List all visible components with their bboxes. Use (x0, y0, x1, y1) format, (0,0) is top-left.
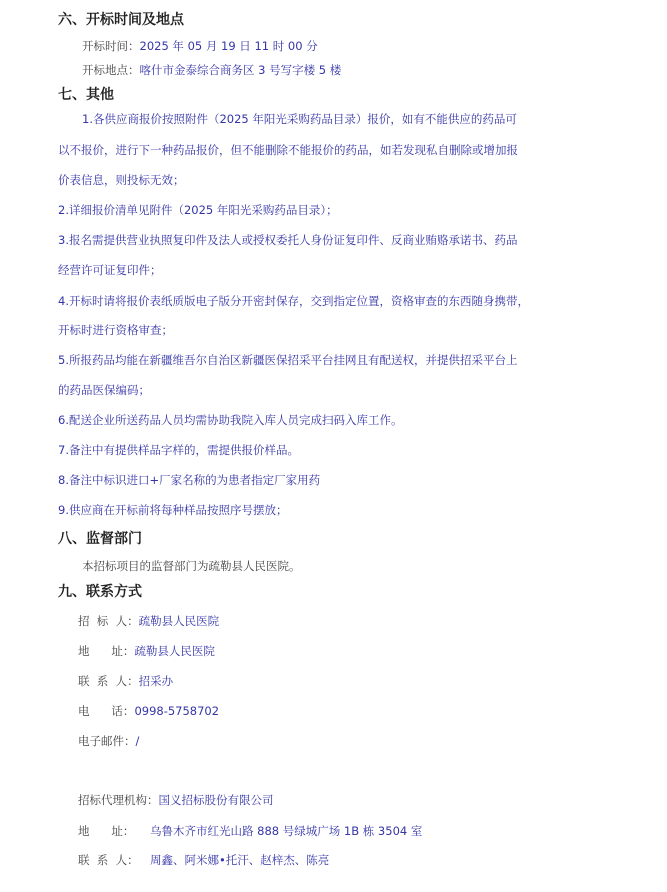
opening-place-value: 喀什市金泰综合商务区 3 号写字楼 5 楼 (139, 63, 342, 77)
other-item-9: 9.供应商在开标前将每种样品按照序号摆放； (58, 503, 288, 517)
other-item-4-line-1: 4.开标时请将报价表纸质版电子版分开密封保存，交到指定位置，资格审查的东西随身携带， (58, 294, 529, 308)
contact-address-value: 疏勒县人民医院 (134, 644, 215, 658)
agency-value: 国义招标股份有限公司 (158, 793, 274, 807)
other-item-5-line-2: 的药品医保编码； (58, 383, 150, 397)
section-7-heading: 七、其他 (58, 87, 114, 103)
other-item-7: 7.备注中有提供样品字样的，需提供报价样品。 (58, 443, 299, 457)
agency-contact-value: 周鑫、阿米娜•托汗、赵梓杰、陈亮 (150, 853, 330, 867)
section-6-heading: 六、开标时间及地点 (58, 12, 184, 28)
agency-contact-label: 联 系 人： (78, 853, 139, 867)
other-item-1-line-1: 1.各供应商报价按照附件（2025 年阳光采购药品目录）报价，如有不能供应的药品可 (82, 112, 517, 126)
contact-tenderer-value: 疏勒县人民医院 (138, 614, 220, 628)
contact-person-value: 招采办 (138, 674, 174, 688)
other-item-1-line-2: 以不报价，进行下一种药品报价，但不能删除不能报价的药品，如若发现私自删除或增加报 (58, 143, 518, 157)
other-item-1-line-3: 价表信息，则投标无效； (58, 173, 185, 187)
opening-time-label: 开标时间： (82, 39, 140, 53)
contact-person-row (78, 673, 173, 689)
agency-label: 招标代理机构： (78, 793, 159, 807)
contact-email-label: 电子邮件： (78, 734, 136, 748)
contact-email-row (78, 733, 139, 749)
agency-address-row (78, 823, 422, 839)
other-item-6: 6.配送企业所送药品人员均需协助我院入库人员完成扫码入库工作。 (58, 413, 403, 427)
opening-time-row (82, 38, 318, 54)
other-item-8: 8.备注中标识进口+厂家名称的为患者指定厂家用药 (58, 473, 321, 487)
opening-time-value: 2025 年 05 月 19 日 11 时 00 分 (139, 39, 318, 53)
other-item-3-line-1: 3.报名需提供营业执照复印件及法人或授权委托人身份证复印件、反商业贿赂承诺书、药品 (58, 233, 518, 247)
agency-contact-row (78, 852, 329, 868)
contact-person-label: 联 系 人： (78, 674, 139, 688)
contact-address-label: 地 址： (78, 644, 135, 658)
agency-row (78, 792, 274, 808)
contact-address-row (78, 643, 215, 659)
other-item-4-line-2: 开标时进行资格审查； (58, 323, 173, 337)
contact-tenderer-row (78, 613, 219, 629)
section-8-heading: 八、监督部门 (58, 531, 142, 547)
section-9-heading: 九、联系方式 (58, 584, 142, 600)
contact-phone-value: 0998-5758702 (134, 704, 220, 718)
agency-address-value: 乌鲁木齐市红光山路 888 号绿城广场 1B 栋 3504 室 (150, 824, 423, 838)
contact-tenderer-label: 招 标 人： (78, 614, 139, 628)
supervision-text: 本招标项目的监督部门为疏勒县人民医院。 (82, 559, 301, 573)
other-item-5-line-1: 5.所报药品均能在新疆维吾尔自治区新疆医保招采平台挂网且有配送权，并提供招采平台上 (58, 353, 518, 367)
other-item-3-line-2: 经营许可证复印件； (58, 263, 162, 277)
contact-email-value: / (135, 734, 140, 748)
opening-place-label: 开标地点： (82, 63, 140, 77)
contact-phone-label: 电 话： (78, 704, 135, 718)
opening-place-row (82, 62, 341, 78)
agency-address-label: 地 址： (78, 824, 135, 838)
contact-phone-row (78, 703, 219, 719)
other-item-2: 2.详细报价清单见附件（2025 年阳光采购药品目录）； (58, 203, 338, 217)
